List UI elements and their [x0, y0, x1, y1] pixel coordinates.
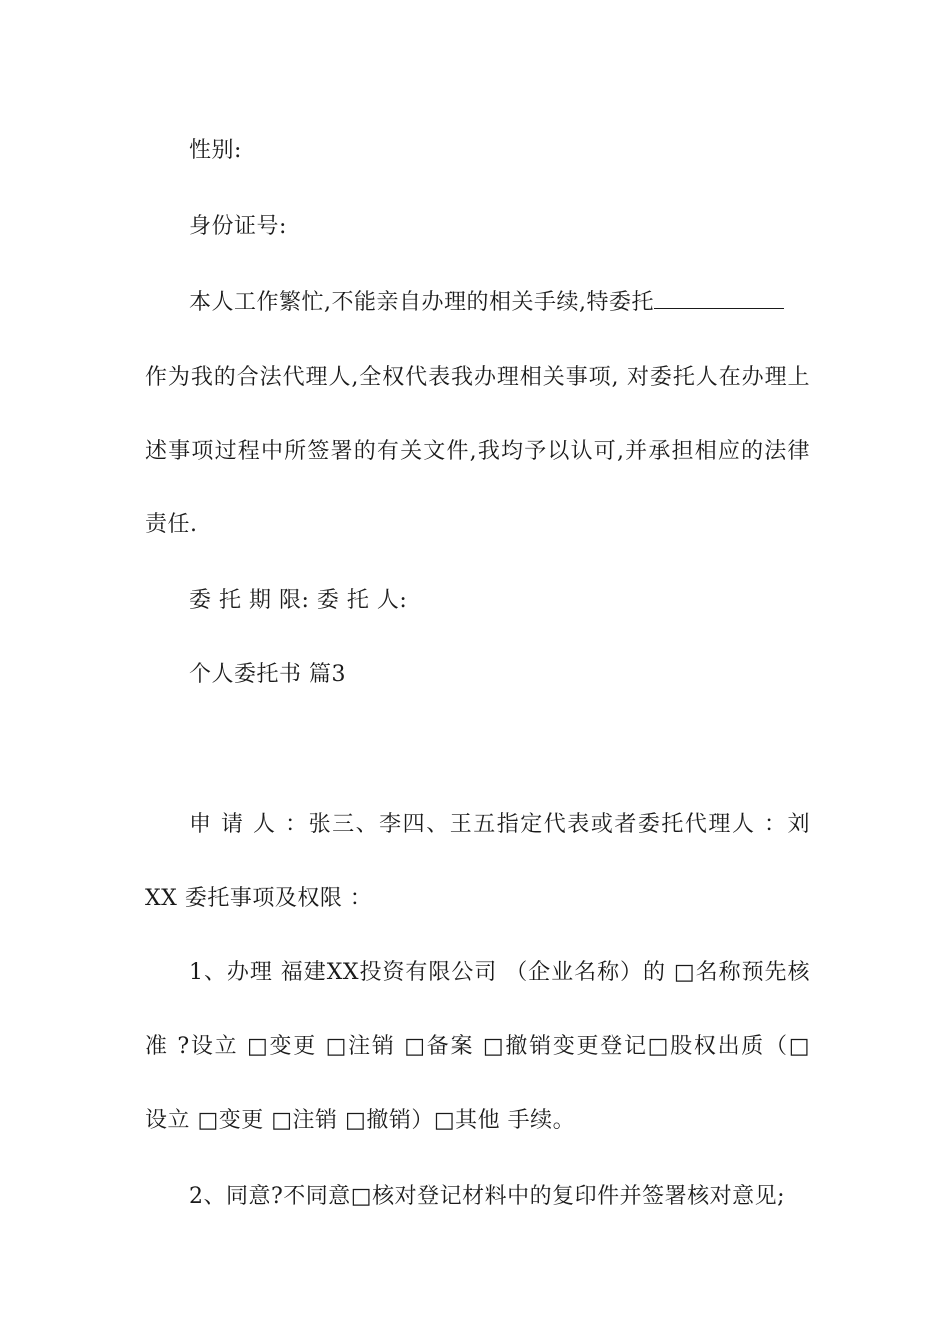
item-2-line: 2、同意?不同意□核对登记材料中的复印件并签署核对意见; [189, 1184, 785, 1209]
body-paragraph-line-3: 责任. [145, 512, 198, 537]
agent-name-blank [654, 288, 784, 309]
gender-line: 性别: [189, 138, 242, 163]
authority-heading-line: XX 委托事项及权限 ： [145, 886, 373, 911]
item-1-line-3: 设立 □变更 □注销 □撤销）□其他 手续。 [145, 1108, 576, 1133]
entrust-statement-text: 本人工作繁忙,不能亲自办理的相关手续,特委托 [189, 290, 654, 315]
entrust-statement-line [145, 288, 810, 318]
body-paragraph-line-1: 作为我的合法代理人,全权代表我办理相关事项, 对委托人在办理上 [145, 365, 810, 390]
item-1-line-2: 准 ?设立 □变更 □注销 □备案 □撤销变更登记□股权出质（□ [145, 1034, 810, 1059]
term-and-principal-line: 委 托 期 限: 委 托 人: [189, 588, 408, 613]
item-1-line-1: 1、办理 福建XX投资有限公司 （企业名称）的 □名称预先核 [189, 960, 810, 985]
id-number-line: 身份证号: [189, 214, 287, 239]
body-paragraph-line-2: 述事项过程中所签署的有关文件,我均予以认可,并承担相应的法律 [145, 439, 810, 464]
applicant-line: 申 请 人 ：张三、李四、王五指定代表或者委托代理人 ：刘 [189, 812, 810, 837]
section-title: 个人委托书 篇3 [189, 662, 346, 687]
